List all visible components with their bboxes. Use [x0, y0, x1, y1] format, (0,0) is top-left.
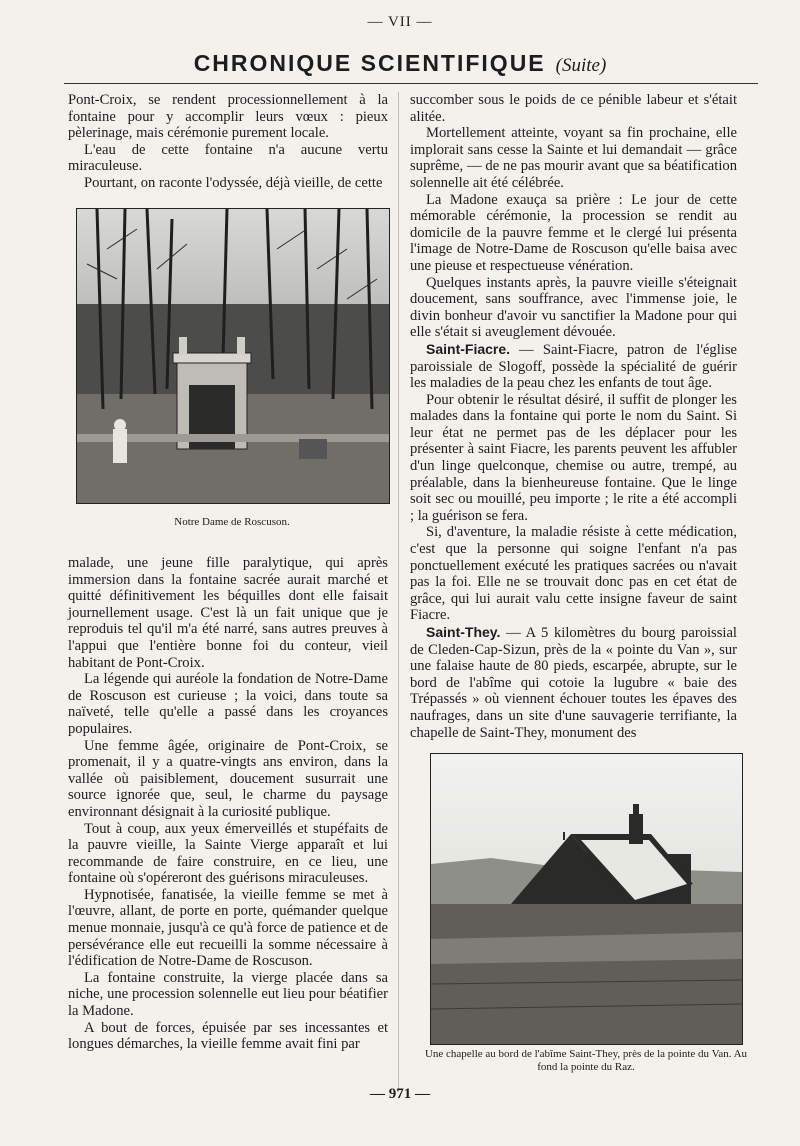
- column-divider: [398, 92, 399, 1092]
- paragraph-text: — Saint-Fiacre, patron de l'église paroissiale de Slogoff, possède la spécialité de guérir les maladies de la peau chez les enfants de tout âge.: [410, 341, 737, 392]
- section-saint-they: [410, 624, 737, 741]
- paragraph: Quelques instants après, la pauvre vieille s'éteignait doucement, sans souffrance, avec l'immense joie, le divin bonheur d'avoir vu sanctifier la Madone pour qui elle s'était si aveuglement dévouée.: [410, 274, 737, 341]
- paragraph: La fontaine construite, la vierge placée dans sa niche, une procession solennelle eut lieu pour béatifier la Madone.: [68, 969, 388, 1020]
- paragraph: succomber sous le poids de ce pénible labeur et s'était alitée.: [410, 92, 737, 125]
- photo-chapelle-saint-they: [430, 753, 743, 1045]
- paragraph: Si, d'aventure, la maladie résiste à cette médication, c'est que la personne qui soigne l'enfant n'a pas ponctuellement exécuté les pratiques sacrées ou n'avait pas la foi. Elle ne se trouvait donc pas en cet état de grâce, qui lui aurait valu cette insigne faveur de saint Fiacre.: [410, 524, 737, 624]
- photo-notre-dame-roscuson: [76, 208, 390, 504]
- paragraph: A bout de forces, épuisée par ses incessantes et longues démarches, la vieille femme avait fini par: [68, 1019, 388, 1053]
- paragraph: malade, une jeune fille paralytique, qui après immersion dans la fontaine sacrée aurait marché et quitté définitivement les béquilles dont elle faisait journellement usage. C'est là un fait unique que je reproduis tel qu'il m'a été narré, sans autres preuves à l'appui que l'entière bonne foi du conteur, vieil habitant de Pont-Croix.: [68, 555, 388, 671]
- photo1-caption: Notre Dame de Roscuson.: [174, 516, 290, 528]
- paragraph: Une femme âgée, originaire de Pont-Croix, se promenait, il y a quatre-vingts ans environ, dans la vallée où paisiblement, doucement susurrait une source ignorée que, seul, le charme du paysage environnant désignait à la curiosité publique.: [68, 737, 388, 820]
- page-header-roman: — VII —: [367, 14, 433, 30]
- chronicle-title: [0, 50, 800, 77]
- fountain-illustration: [77, 209, 389, 503]
- paragraph: La Madone exauça sa prière : Le jour de cette mémorable cérémonie, la procession se rendit au domicile de la pauvre femme et le clergé lui présenta l'image de Notre-Dame de Roscuson qu'elle baisa avec une pieuse et respectueuse vénération.: [410, 191, 737, 274]
- left-column-top: [68, 92, 388, 192]
- paragraph: La légende qui auréole la fondation de Notre-Dame de Roscuson est curieuse ; la voici, dans toute sa naïveté, telle qu'elle a passé dans les croyances populaires.: [68, 671, 388, 737]
- paragraph: L'eau de cette fontaine n'a aucune vertu miraculeuse.: [68, 141, 388, 175]
- paragraph: Hypnotisée, fanatisée, la vieille femme se met à l'œuvre, allant, de porte en porte, quémander quelque menue monnaie, jusqu'à ce qu'à force de patience et de persévérance elle eut recueilli la somme nécessaire à l'édification de Notre-Dame de Roscuson.: [68, 886, 388, 970]
- title-suite: (Suite): [555, 55, 607, 76]
- paragraph: Tout à coup, aux yeux émerveillés et stupéfaits de la pauvre vieille, la Sainte Vierge apparaît et lui recommande de faire construire, en ce lieu, une fontaine où s'opéreront des guérisons miraculeuses.: [68, 820, 388, 887]
- paragraph: Pont-Croix, se rendent processionnellement à la fontaine pour y accomplir leurs vœux : pieux pèlerinage, mais cérémonie purement locale.: [68, 92, 388, 142]
- chapel-illustration: [431, 754, 742, 1044]
- paragraph: Pourtant, on raconte l'odyssée, déjà vieille, de cette: [84, 174, 383, 191]
- heading-saint-fiacre: Saint-Fiacre.: [426, 340, 511, 357]
- paragraph: Mortellement atteinte, voyant sa fin prochaine, elle implorait sans cesse la Sainte et lui demandait — grâce suprême, — de ne pas mourir avant que sa béatification solennelle ait été célébrée.: [410, 125, 737, 191]
- heading-saint-they: Saint-They.: [426, 624, 501, 640]
- photo2-caption: Une chapelle au bord de l'abîme Saint-They, près de la pointe du Van. Au fond la pointe du Raz.: [424, 1048, 748, 1073]
- left-column-bottom: [68, 555, 388, 1053]
- title-main: CHRONIQUE SCIENTIFIQUE: [193, 50, 546, 76]
- right-column: [410, 92, 737, 741]
- paragraph-text: — A 5 kilomètres du bourg paroissial de Cleden-Cap-Sizun, près de la « pointe du Van », sur une falaise haute de 80 pieds, escarpée, abrupte, sur le bord de l'abîme qui cotoie la lugubre « baie des Trépassés » où viennent échouer toutes les épaves des naufrages, dans un site d'une sauvagerie terrifiante, la chapelle de Saint-They, monument des: [410, 625, 737, 741]
- section-saint-fiacre: [410, 341, 737, 392]
- page-number: — 971 —: [370, 1086, 430, 1102]
- title-rule: [64, 83, 758, 84]
- paragraph: Pour obtenir le résultat désiré, il suffit de plonger les malades dans la fontaine qui porte le nom du Saint. Si leur état ne permet pas de les déplacer pour les présenter à saint Fiacre, les parents peuvent les affubler d'un linge quelconque, chemise ou autre, trempé, au préalable, dans la bienheureuse fontaine. Que le linge soit sec ou mouillé, peu importe ; le rite a été accompli ; la guérison se fera.: [410, 391, 737, 524]
